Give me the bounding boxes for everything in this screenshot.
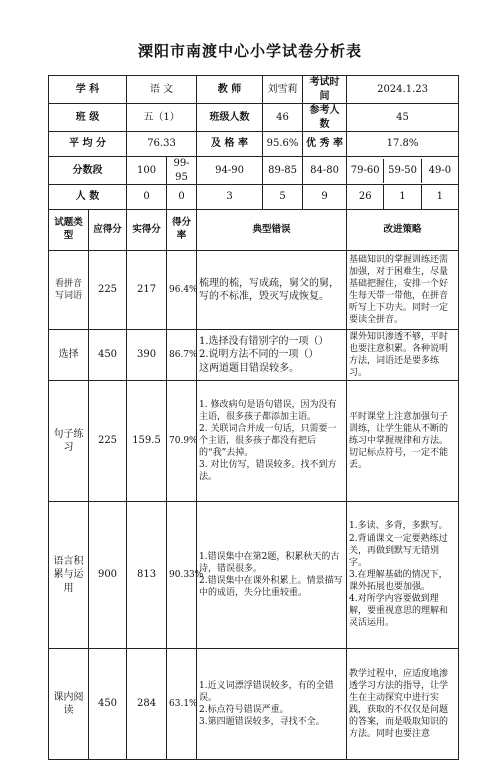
row-type: 看拼音写词语 [49,251,89,330]
subject-label: 学 科 [49,76,127,104]
row-type: 课内阅读 [49,649,89,760]
row-actual: 284 [127,649,167,760]
row-strategy: 平时课堂上注意加强句子训练，让学生能从不断的练习中掌握规律和方法。切记标点符号，一定不能丢。 [347,381,459,502]
excellent-label: 优 秀 率 [303,132,347,157]
count-row [49,185,459,210]
col-actual: 实得分 [127,210,167,251]
row-full: 225 [89,381,127,502]
row-strategy: 教学过程中，应适度地渗透学习方法的指导，让学生在主动探究中进行实践，获取的不仅仅是问题的答案，而是吸取知识的方法。同时也要注意 [347,649,459,760]
info-row-3 [49,132,459,157]
col-strategy: 改进策略 [347,210,459,251]
count-cell: 3 [197,185,263,210]
col-errors: 典型错误 [197,210,347,251]
band-cell: 99-95 [167,157,197,185]
row-actual: 217 [127,251,167,330]
count-cell: 26 [347,185,384,209]
row-full: 900 [89,502,127,649]
row-rate: 70.9% [167,381,197,502]
pass-value: 95.6% [263,132,303,157]
row-full: 225 [89,251,127,330]
count-cell: 1 [384,185,421,209]
band-cell: 79-60 [347,159,384,183]
table-row [49,649,459,760]
exam-time-label: 考试时间 [303,76,347,104]
info-row-2 [49,104,459,132]
analysis-table [48,75,459,760]
table-row [49,251,459,330]
row-type: 句子练习 [49,381,89,502]
row-rate: 63.1% [167,649,197,760]
score-band-label: 分数段 [49,157,127,185]
col-rate: 得分率 [167,210,197,251]
row-strategy: 课外知识渗透不够，平时也要注意积累。各种说明方法，词语还是要多练习。 [347,330,459,381]
count-cell: 5 [263,185,303,210]
avg-value: 76.33 [127,132,197,157]
excellent-value: 17.8% [347,132,459,157]
row-errors: 梳理的梳，写成疏，舅父的舅，写的不标准，毁灭写成恢复。 [197,251,347,330]
count-cell: 0 [127,185,167,210]
band-cell: 49-0 [428,164,452,176]
col-full: 应得分 [89,210,127,251]
exam-time-value: 2024.1.23 [347,76,459,104]
row-errors: 1. 修改病句是语句错误，因为没有主语，很多孩子都添加主语。 2. 关联词合并成一句话，只需要一个主语，很多孩子都没有把后的“我”去掉。 3. 对比仿写，错误较多。找不到方法。 [197,381,347,502]
row-type: 语言积累与运用 [49,502,89,649]
row-errors: 1.近义词漂浮错误较多，有的全错误。 2.标点符号错误严重。 3.第四题错误较多，寻找不全。 [197,649,347,760]
band-cell: 89-85 [263,157,303,185]
class-count-value: 46 [263,104,303,132]
col-type: 试题类型 [49,210,89,251]
exam-count-value: 45 [347,104,459,132]
count-cell: 0 [167,185,197,210]
row-errors: 1.选择没有错别字的一项（） 2.说明方法不同的一项（） 这两道题目错误较多。 [197,330,347,381]
row-rate: 90.33% [167,502,197,649]
row-type: 选择 [49,330,89,381]
table-row [49,502,459,649]
band-cell: 100 [127,157,167,185]
band-cell: 94-90 [197,157,263,185]
count-cell: 9 [303,185,347,210]
row-strategy: 1.多读、多背，多默写。 2.背诵课文一定要熟练过关，再做到默写无错别字。 3.在理解基础的情况下，课外拓展也要加强。 4.对所学内容要做到理解，要重视意思的理解和灵活运用。 [347,502,459,649]
teacher-label: 教 师 [197,76,263,104]
exam-count-label: 参考人数 [303,104,347,132]
class-value: 五（1） [127,104,197,132]
band-cell-group [347,157,459,185]
row-full: 450 [89,330,127,381]
count-label: 人 数 [49,185,127,210]
table-row [49,330,459,381]
row-actual: 159.5 [127,381,167,502]
info-row-1 [49,76,459,104]
page-title: 溧阳市南渡中心小学试卷分析表 [137,42,362,60]
band-cell: 84-80 [303,157,347,185]
row-rate: 86.7% [167,330,197,381]
row-errors: 1.错误集中在第2题，积累秋天的古诗，错误很多。 2.错误集中在课外积累上。情景描写中的成语，失分比重较重。 [197,502,347,649]
row-full: 450 [89,649,127,760]
table-row [49,381,459,502]
class-label: 班 级 [49,104,127,132]
score-band-row [49,157,459,185]
band-cell: 59-50 [384,159,421,183]
row-actual: 813 [127,502,167,649]
row-rate: 96.4% [167,251,197,330]
analysis-header-row [49,210,459,251]
avg-label: 平 均 分 [49,132,127,157]
count-cell: 1 [436,191,444,202]
count-cell-group [347,185,459,210]
row-strategy: 基础知识的掌握训练还需加强，对于困难生，尽量基础把握住，安排一个好生每天带一带他，在拼音听写上下功夫。同时一定要读全拼音。 [347,251,459,330]
teacher-value: 刘雪莉 [263,76,303,104]
row-actual: 390 [127,330,167,381]
class-count-label: 班级人数 [197,104,263,132]
subject-value: 语 文 [127,76,197,104]
pass-label: 及 格 率 [197,132,263,157]
